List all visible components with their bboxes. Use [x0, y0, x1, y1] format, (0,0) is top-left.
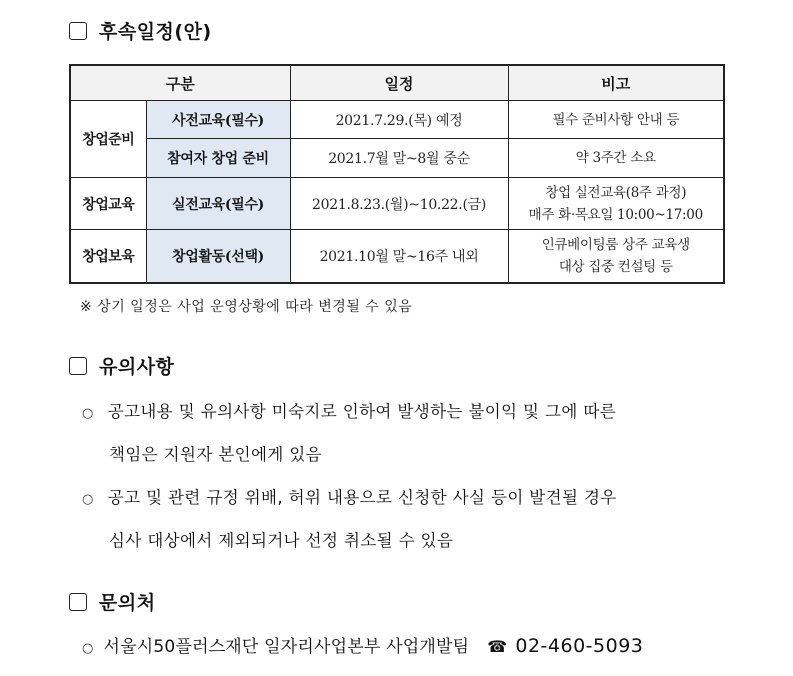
table-row: [70, 101, 724, 139]
caution-item: [82, 398, 616, 422]
section-title: 유의사항: [99, 356, 175, 378]
schedule-cell: 2021.10월 말~16주 내외: [290, 230, 508, 283]
contact-phone: 02-460-5093: [515, 635, 644, 657]
circle-bullet-icon: ○: [82, 641, 94, 656]
circle-bullet-icon: ○: [82, 406, 94, 421]
category-cell: 창업준비: [70, 101, 146, 178]
schedule-table: [69, 64, 725, 284]
subcategory-cell: 참여자 창업 준비: [146, 139, 290, 178]
section-title: 문의처: [99, 592, 156, 614]
note-cell: 약 3주간 소요: [508, 139, 724, 178]
caution-text: 공고 및 관련 규정 위배, 허위 내용으로 신청한 사실 등이 발견될 경우: [107, 488, 617, 507]
caution-item: [82, 484, 617, 508]
section-heading-schedule: [69, 17, 212, 44]
table-header-row: [70, 65, 724, 101]
subcategory-cell: 사전교육(필수): [146, 101, 290, 139]
contact-org: 서울시50플러스재단 일자리사업본부 사업개발팀: [103, 637, 470, 657]
schedule-cell: 2021.8.23.(월)~10.22.(금): [290, 178, 508, 230]
caution-text-continued: 책임은 지원자 본인에게 있음: [109, 445, 323, 464]
subcategory-cell: 창업활동(선택): [146, 230, 290, 283]
circle-bullet-icon: ○: [82, 492, 94, 507]
schedule-footnote: ※ 상기 일정은 사업 운영상황에 따라 변경될 수 있음: [80, 299, 413, 315]
note-cell: [508, 178, 724, 230]
caution-text-continued: 심사 대상에서 제외되거나 선정 취소될 수 있음: [109, 531, 454, 550]
caution-text: 공고내용 및 유의사항 미숙지로 인하여 발생하는 불이익 및 그에 따른: [107, 402, 617, 421]
note-line: 대상 집중 컨설팅 등: [558, 258, 673, 275]
checkbox-square-icon: [69, 593, 87, 611]
table-row: [70, 139, 724, 178]
category-cell: 창업보육: [70, 230, 146, 283]
note-cell: [508, 230, 724, 283]
contact-line: [82, 632, 643, 657]
note-line: 창업 실전교육(8주 과정): [545, 184, 687, 201]
section-heading-cautions: [69, 352, 174, 379]
table-row: [70, 230, 724, 283]
checkbox-square-icon: [69, 357, 87, 375]
table-row: [70, 178, 724, 230]
checkbox-square-icon: [69, 22, 87, 40]
header-category: 구분: [70, 65, 290, 101]
header-note: 비고: [508, 65, 724, 101]
category-cell: 창업교육: [70, 178, 146, 230]
section-heading-contact: [69, 588, 156, 615]
schedule-cell: 2021.7월 말~8월 중순: [290, 139, 508, 178]
header-schedule: 일정: [290, 65, 508, 101]
section-title: 후속일정(안): [99, 21, 212, 43]
note-line: 인큐베이팅룸 상주 교육생: [541, 236, 690, 253]
schedule-cell: 2021.7.29.(목) 예정: [290, 101, 508, 139]
note-cell: 필수 준비사항 안내 등: [508, 101, 724, 139]
subcategory-cell: 실전교육(필수): [146, 178, 290, 230]
telephone-icon: ☎: [487, 637, 508, 656]
note-line: 매주 화·목요일 10:00~17:00: [528, 206, 703, 223]
